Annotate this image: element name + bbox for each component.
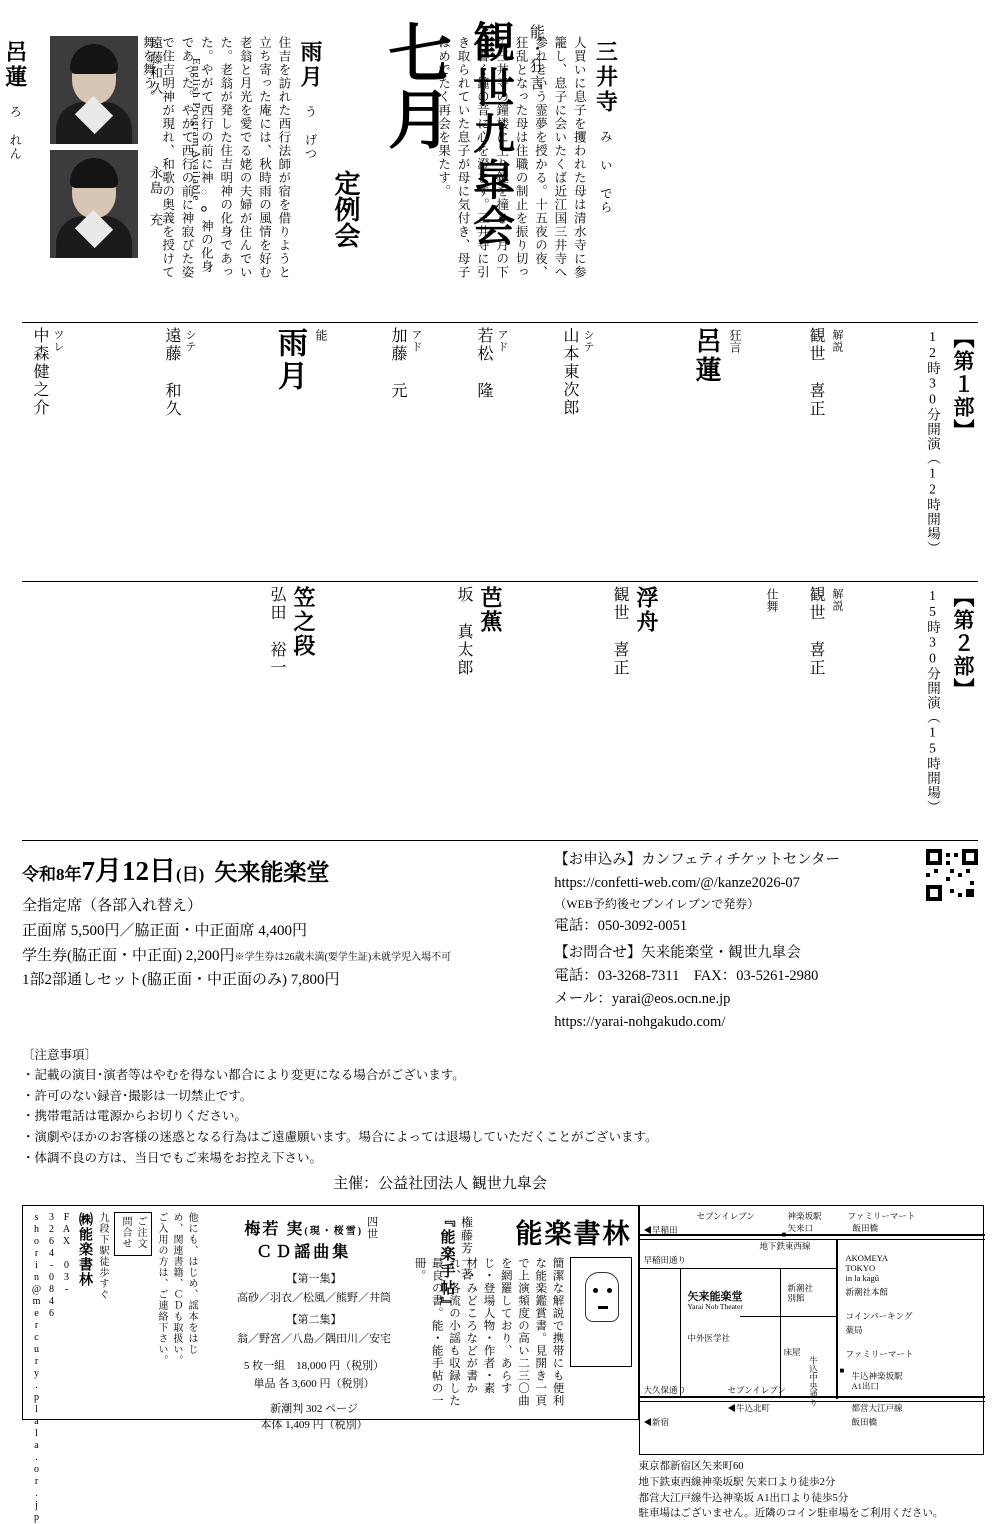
synopsis-ruby: み い でら [598, 130, 613, 214]
part2-time: 15時30分開演（15時開場） [925, 588, 940, 815]
role-list [0, 327, 267, 418]
ticket-note: ※学生券は26歳未満(要学生証)未就学児入場不可 [234, 951, 452, 963]
cd-note: (現・桜雪) [304, 1226, 364, 1237]
map-label: ◀牛込北町 [727, 1403, 771, 1413]
map-label: A1出口 [851, 1381, 879, 1391]
cd-generation: 四世 [365, 1216, 378, 1240]
notes-section [22, 1045, 978, 1198]
kaisetsu-actor: 観世 喜正 [807, 586, 824, 677]
cd-vol1: 高砂／羽衣／松風／熊野／井筒 [237, 1291, 391, 1304]
ticket-info [22, 894, 554, 993]
notes-heading: 〔注意事項〕 [22, 1047, 98, 1062]
ad-order-note: 他にも、はじめ、謡本をはじめ、関連書籍、ＣＤも取扱い。ご入用の方は、ご連絡下さい。 [156, 1212, 197, 1366]
note-item: ・体調不良の方は、当日でもご来場をお控え下さい。 [22, 1150, 323, 1165]
synopsis-ruby: う げつ [303, 105, 317, 161]
map-label: 早稲田通り [643, 1255, 687, 1265]
map-venue-label: 矢来能楽堂 [687, 1291, 743, 1303]
part1-time: 12時30分開演（12時開場） [925, 329, 940, 556]
shimai-piece: 浮舟 [634, 586, 659, 634]
role-actor: 遠藤 和久 [163, 327, 180, 418]
map-label: 都営大江戸線 [851, 1403, 903, 1413]
ticket-line: 全指定席（各部入れ替え） [22, 898, 203, 914]
shimai-actor: 弘田 裕一 [268, 586, 285, 677]
synopsis-text: 人買いに息子を攫われた母は清水寺に参籠し、息子に会いたくば近江国三井寺へ参れという霊夢を授かる。十五夜の夜、狂乱となった母は住職の制止を振り切って三井寺の鐘楼に上り鐘を撞き、月の下に響く鐘の音に心を澄ます。三井寺に引き取られていた息子が母に気付き、母子はめでたく再会を果たす。 [436, 36, 587, 279]
cd-vol1-label: 【第一集】 [286, 1273, 342, 1285]
map-label: ◀新宿 [643, 1417, 670, 1427]
ad-book-title: 『能楽手帖』 [438, 1212, 455, 1314]
map-label: セブンイレブン [727, 1385, 786, 1395]
date-venue-line [22, 849, 554, 888]
ticket-line: 正面席 5,500円／脇正面・中正面席 4,400円 [22, 922, 308, 939]
weekday: (日) [176, 865, 205, 884]
info-right [554, 849, 978, 1035]
role-entry [472, 327, 556, 400]
note-item: ・携帯電話は電源からお切りください。 [22, 1109, 248, 1124]
map-label: TOKYO [845, 1263, 876, 1273]
shimai-actor: 坂 真太郎 [455, 586, 472, 677]
ad-book-desc: 簡潔な解説で携帯にも便利な能楽鑑賞書。見開き一頁で上演頻度の高い二三〇曲を網羅しており、あらすじ･登場人物･作者･素材･みどころなどが書かれ、各流の小謡も収録した最良の書。能･能手帖の一冊。 [413, 1257, 564, 1407]
teirei-label: 定例会 [331, 170, 360, 248]
part1-label: 【第１部】 [951, 327, 975, 442]
map-label: ◀早稲田 [643, 1225, 678, 1235]
note-item: ・許可のない録音･撮影は一切禁止です。 [22, 1088, 253, 1103]
map-label: 牛込中央通り [808, 1356, 819, 1407]
role-label: シテ [184, 329, 196, 353]
advertisement [22, 1205, 639, 1524]
synopsis-title: 三井寺 [593, 40, 619, 115]
part1-kaisetsu [804, 327, 914, 418]
ad-order-mail: shorin@mercury.plala.or.jp [31, 1212, 42, 1524]
part1-kyogen-roren [384, 327, 798, 417]
address-line: 駐車場はございません。近隣のコイン駐車場をご利用ください。 [638, 1508, 944, 1520]
ad-logo: 能楽書林 [515, 1219, 632, 1249]
english-program-note: English Program Available [190, 58, 202, 202]
cd-single-price: 単品 各 3,600 円（税別） [253, 1378, 375, 1391]
kaisetsu-label: 解説 [831, 588, 843, 612]
synopsis-title: 雨月 [298, 40, 323, 90]
ticket-line: 1部2部通しセット(脇正面・中正面のみ) 7,800円 [22, 972, 340, 989]
role-entry [558, 327, 688, 417]
map-label: in la kagū [845, 1273, 880, 1283]
cd-title: ＣＤ謡曲集 [256, 1244, 352, 1261]
contact-mail[interactable]: メール：yarai@eos.ocn.ne.jp [554, 991, 731, 1008]
map-label: 薬局 [845, 1325, 863, 1335]
role-list [384, 327, 688, 417]
part2-shimai [0, 586, 798, 677]
piece-title: 雨月 [273, 327, 306, 393]
map-label: コインパーキング [845, 1311, 913, 1321]
portrait-name: 永島 充 [148, 166, 163, 228]
apply-url[interactable]: https://confetti-web.com/@/kanze2026-07 [554, 875, 800, 892]
cd-vol2-label: 【第二集】 [286, 1314, 342, 1327]
portrait-photo [50, 36, 138, 144]
map-venue-label-en: Yarai Noh Theater [687, 1302, 743, 1311]
synopsis-miidera [433, 36, 768, 286]
role-label: ツレ [52, 329, 64, 353]
apply-note: （WEB予約後セブンイレブンで発券） [554, 897, 760, 912]
genre-label: 能・狂言 [528, 24, 544, 92]
page-title: 観世九皐会 [467, 20, 513, 250]
header [2, 18, 978, 318]
host-line: 主催：公益社団法人 観世九皐会 [333, 1176, 547, 1193]
cd-vol2: 翁／野宮／八島／隅田川／安宅 [237, 1333, 391, 1346]
contact-heading: 【お問合せ】矢来能楽堂・観世九皐会 [554, 944, 801, 961]
role-entry [0, 327, 26, 418]
contact-tel: 電話：03-3268-7311 FAX：03-5261-2980 [554, 967, 819, 984]
kaisetsu-label: 解説 [831, 329, 843, 353]
map-label: AKOMEYA [845, 1253, 888, 1263]
map-label: ファミリーマート [845, 1349, 914, 1359]
ad-order-company: ㈱能楽書林 [77, 1212, 92, 1287]
role-entry [386, 327, 470, 400]
map-label: 神楽坂駅 [787, 1211, 822, 1221]
address-block [639, 1459, 984, 1522]
role-label: アド [496, 329, 508, 353]
divider [22, 840, 978, 841]
note-item: ・演劇やほかのお客様の迷惑となる行為はご遠慮願います。場合によっては退場していただくことがございます。 [22, 1130, 658, 1144]
venue-name: 矢来能楽堂 [214, 860, 330, 885]
kaisetsu-actor: 観世 喜正 [807, 327, 824, 418]
month-title: 七月 [379, 20, 450, 152]
part1-noh-ugetsu [0, 327, 374, 418]
access-map: ■ ■ セブンイレブン 神楽坂駅 ファミリーマート ◀早稲田 矢来口 飯田橋 地下鉄東西線 早稲田通り AKOMEYA TOKYO in la kagū 新潮社 別館 新潮社本館 矢来能楽堂 Yarai Noh Theater コインパーキング 薬局 中外医学社 床屋 ファミリーマート 牛込中央通り 牛込神楽坂駅 A1出口 大久保通り セブンイレブン ◀牛込北町 都営大江戸線 ◀新宿 飯田橋 [639, 1205, 984, 1455]
role-entry [160, 327, 267, 418]
portrait-name: 遠藤和久 [148, 36, 163, 96]
map-label: 飯田橋 [851, 1417, 878, 1427]
shimai-entry [265, 586, 450, 677]
info-left [22, 849, 554, 1035]
portrait-photo [50, 150, 138, 258]
role-actor: 山本東次郎 [561, 327, 578, 417]
shimai-jiutai-group [0, 586, 263, 672]
part2-kaisetsu [804, 586, 914, 677]
cd-set-price: 5 枚一組 18,000 円（税別） [243, 1359, 385, 1372]
shimai-entry [452, 586, 606, 677]
bottom-section [22, 1205, 978, 1522]
ad-book-cover [570, 1257, 632, 1367]
synopsis-ugetsu [138, 36, 419, 286]
divider [22, 322, 978, 323]
ticket-line: 学生券(脇正面・中正面) 2,200円 [22, 947, 235, 964]
map-label: 大久保通り [643, 1385, 687, 1395]
synopsis-ruby: ろ れん [7, 105, 22, 161]
piece-title: 呂蓮 [692, 327, 721, 385]
ad-order-head: ご注文 問合せ [114, 1212, 152, 1256]
map-label: 新潮社 [787, 1283, 814, 1293]
piece-kind: 狂言 [728, 329, 742, 353]
ad-book-author: 権藤芳一著 [459, 1216, 474, 1281]
ad-order-fax: FAX 03-3264-0846 [46, 1212, 72, 1320]
date-text: 7月12日 [81, 856, 176, 886]
qr-code [926, 849, 978, 901]
map-label: 床屋 [783, 1347, 801, 1357]
era-year: 令和8年 [22, 865, 82, 884]
book-price: 本体 1,409 円（税別） [260, 1419, 368, 1432]
cd-name: 梅若 実 [244, 1221, 305, 1238]
map-label: 地下鉄東西線 [759, 1241, 811, 1251]
ticket-line-student [22, 944, 554, 969]
shimai-piece: 笠之段 [291, 586, 316, 658]
role-actor: 加藤 元 [389, 327, 406, 400]
map-label: 新潮社本館 [845, 1287, 889, 1297]
map-label: 牛込神楽坂駅 [851, 1371, 903, 1381]
shimai-entry [608, 586, 762, 677]
program-part-1 [22, 327, 978, 577]
map-label: 矢来口 [787, 1223, 814, 1233]
apply-tel: 電話：050-3092-0051 [554, 917, 688, 934]
role-label: シテ [582, 329, 594, 353]
part2-label: 【第２部】 [951, 586, 975, 701]
apply-heading: 【お申込み】カンフェティチケットセンター [554, 852, 840, 868]
role-entry [28, 327, 158, 417]
contact-url[interactable]: https://yarai-nohgakudo.com/ [554, 1014, 726, 1031]
info-section [22, 849, 978, 1035]
map-label: 別館 [787, 1293, 805, 1303]
synopsis-text: 住吉を訪れた西行法師が宿を借りようと立ち寄った庵には、秋時雨の風情を好む老翁と月光を愛でる姥の夫婦が住んでいた。老翁が発した住吉明神の化身であった。やがて西行の前に神ం神の化身であった。やがて西行の前に神寂びた姿で住吉明神が現れ、和歌の奥義を授けて舞を舞う。 [141, 36, 291, 279]
map-label: 飯田橋 [852, 1223, 879, 1233]
role-label: アド [410, 329, 422, 353]
shimai-actor: 観世 喜正 [611, 586, 628, 677]
note-item: ・記載の演目･演者等はやむを得ない都合により変更になる場合がございます。 [22, 1068, 465, 1083]
synopsis-title: 呂蓮 [2, 40, 28, 90]
map-label: 中外医学社 [687, 1333, 731, 1343]
map-label: セブンイレブン [696, 1211, 755, 1221]
address-line: 都営大江戸線牛込神楽坂 A1出口より徒歩5分 [638, 1492, 849, 1504]
shimai-piece: 芭蕉 [478, 586, 503, 634]
address-line: 地下鉄東西線神楽坂駅 矢来口より徒歩2分 [638, 1476, 836, 1488]
role-actor: 若松 隆 [475, 327, 492, 400]
program-part-2 [22, 586, 978, 836]
book-format: 新潮判 302 ページ [270, 1403, 358, 1416]
piece-kind: 能 [314, 329, 328, 341]
map-label: ファミリーマート [847, 1211, 916, 1221]
ad-order-addr: 九段下駅徒歩すぐ [97, 1212, 108, 1300]
role-actor: 中森健之介 [31, 327, 48, 417]
piece-kind: 仕舞 [765, 588, 779, 612]
shimai-list [263, 586, 762, 677]
address-line: 東京都新宿区矢来町60 [638, 1461, 744, 1472]
divider [22, 581, 978, 582]
